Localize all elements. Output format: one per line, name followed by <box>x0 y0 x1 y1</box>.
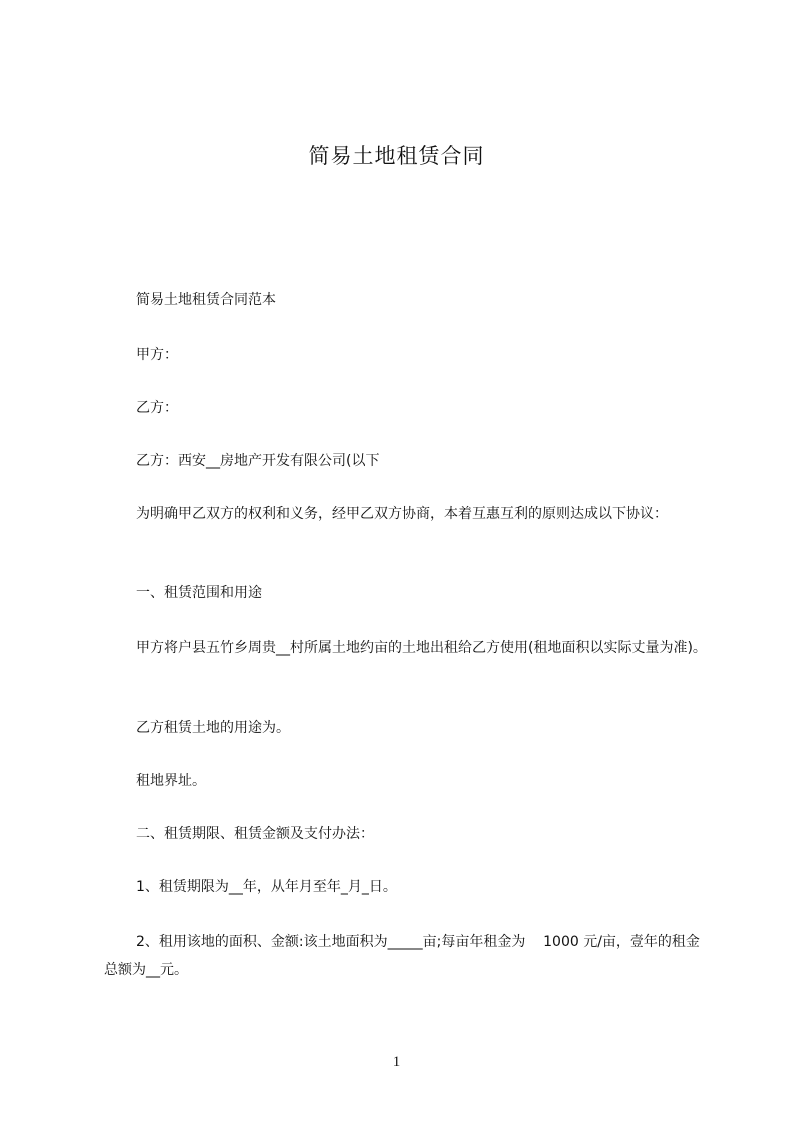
document-title: 简易土地租赁合同 <box>308 144 485 168</box>
paragraph-land-description: 甲方将户县五竹乡周贵__村所属土地约亩的土地出租给乙方使用(租地面积以实际丈量为准)。 <box>136 640 707 656</box>
page-number: 1 <box>392 1054 401 1070</box>
paragraph-land-use: 乙方租赁土地的用途为。 <box>136 720 290 736</box>
section-heading-scope-and-use: 一、租赁范围和用途 <box>136 585 262 601</box>
paragraph-party-b: 乙方： <box>136 400 178 416</box>
section-heading-term-and-payment: 二、租赁期限、租赁金额及支付办法： <box>136 826 374 842</box>
paragraph-agreement-intro: 为明确甲乙双方的权利和义务，经甲乙双方协商，本着互惠互利的原则达成以下协议： <box>136 506 668 522</box>
paragraph-party-b-company: 乙方：西安__房地产开发有限公司(以下 <box>136 453 380 469</box>
paragraph-contract-template-name: 简易土地租赁合同范本 <box>136 292 276 308</box>
paragraph-lease-amount: 2、租用该地的面积、金额:该土地面积为_____亩;每亩年租金为 1000 元/亩，壹年的租金总额为__元。 <box>104 934 700 978</box>
paragraph-party-a: 甲方： <box>136 347 178 363</box>
paragraph-lease-term: 1、租赁期限为__年，从年月至年_月_日。 <box>136 879 397 895</box>
paragraph-land-boundary: 租地界址。 <box>136 773 206 789</box>
